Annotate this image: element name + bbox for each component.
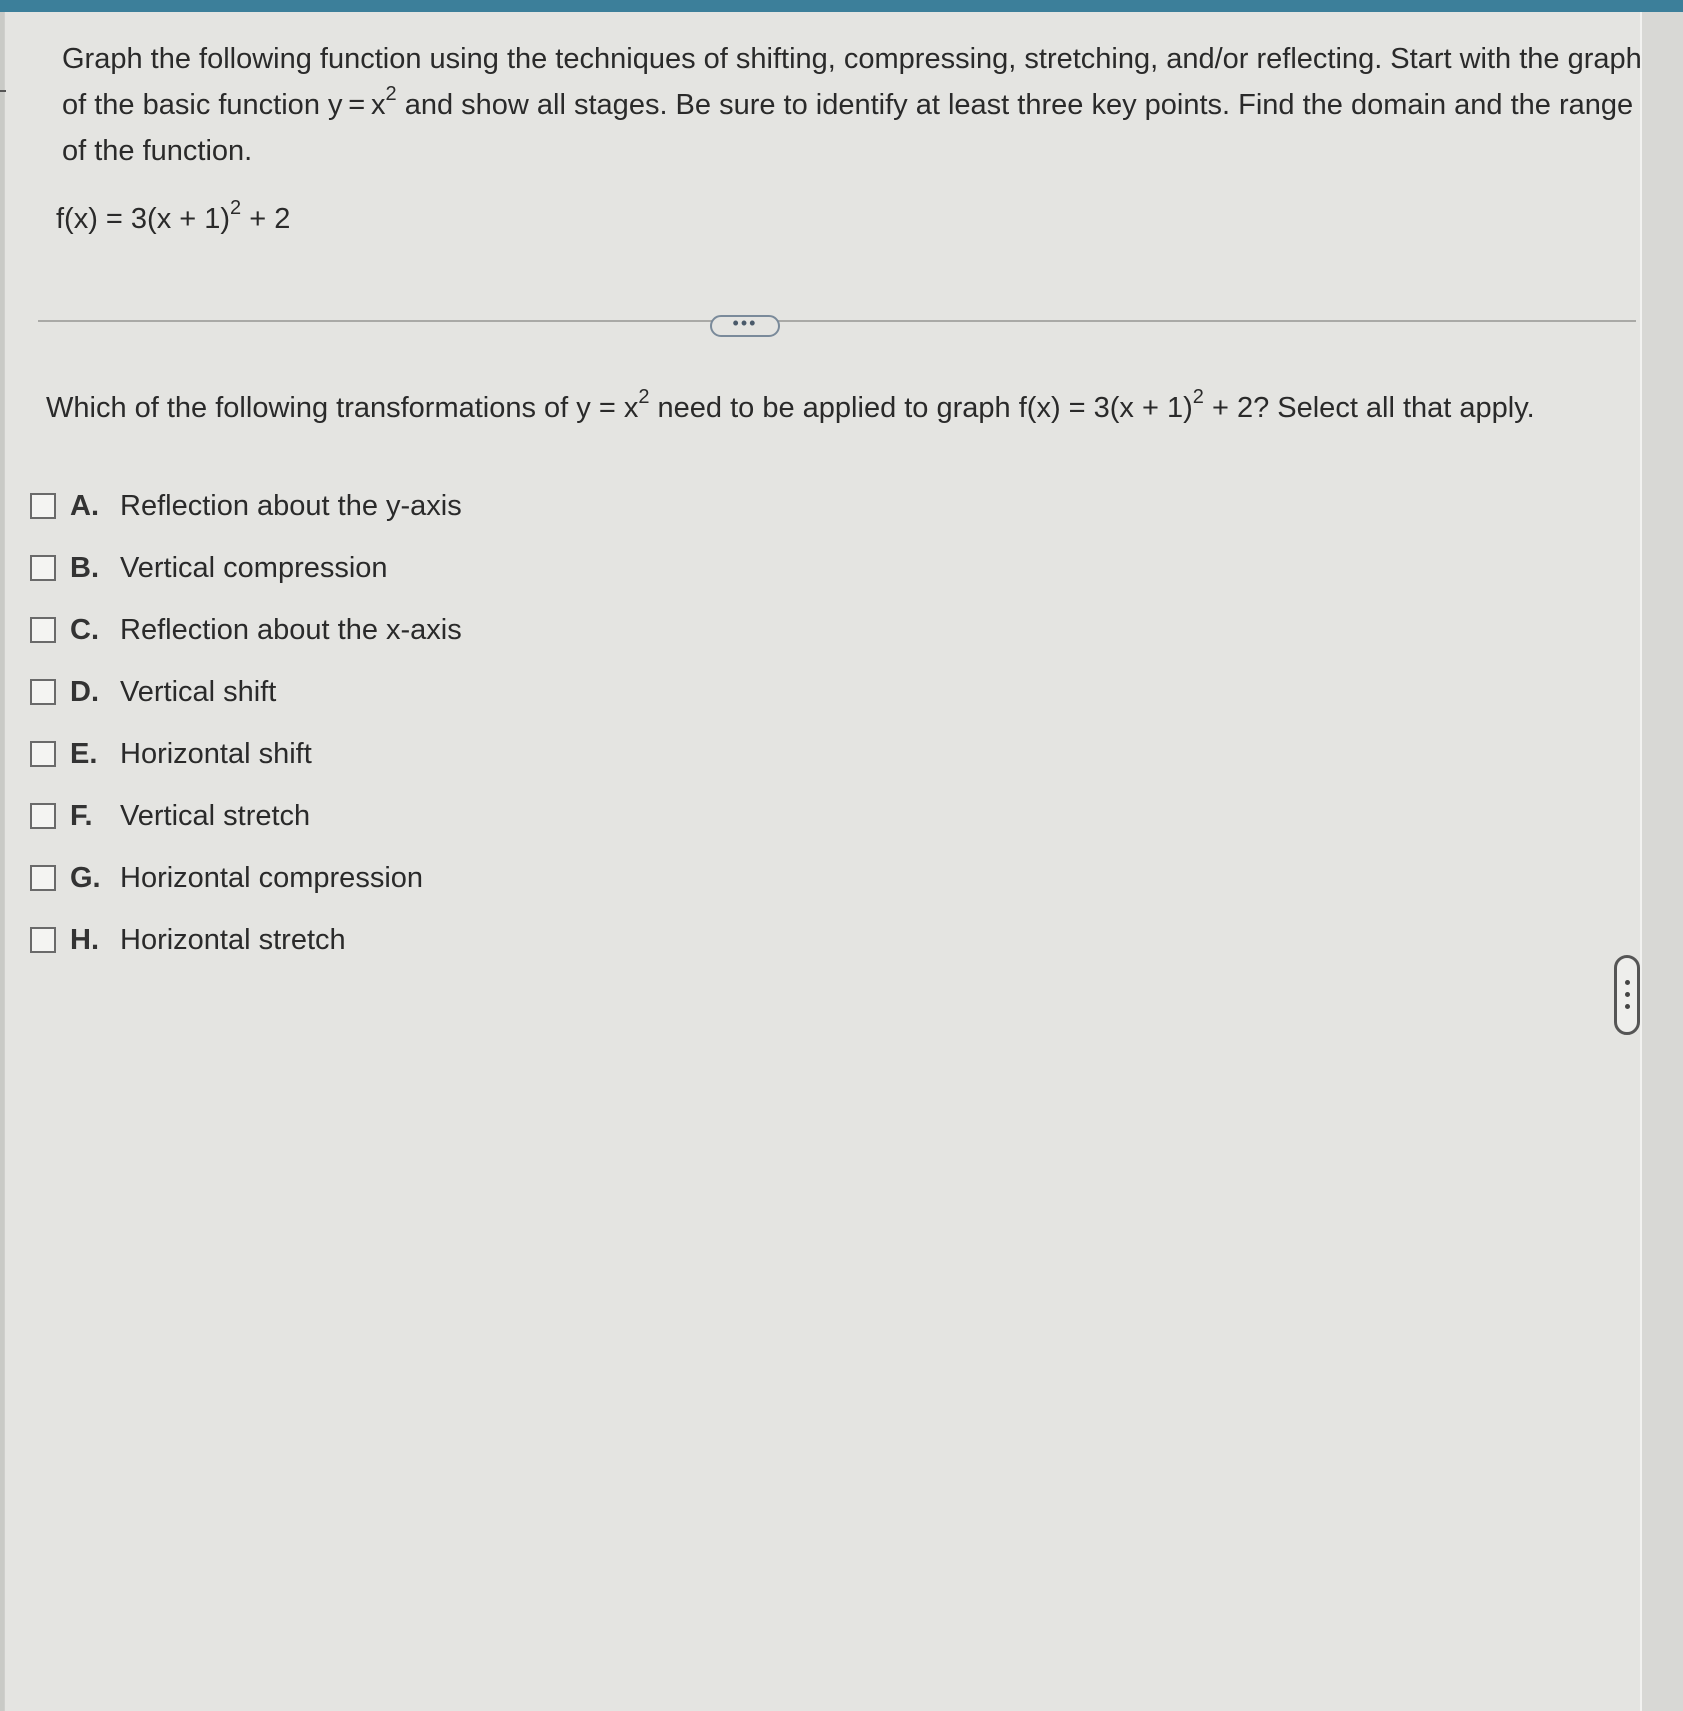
question-text-1: Which of the following transformations of y = x	[46, 392, 639, 424]
option-label: Reflection about the x-axis	[120, 613, 462, 646]
handle-dot-icon	[1625, 992, 1630, 997]
problem-instructions	[62, 36, 1642, 174]
option-d[interactable]	[30, 661, 462, 723]
checkbox-icon[interactable]	[30, 555, 56, 581]
option-label: Reflection about the y-axis	[120, 489, 462, 522]
function-exponent: 2	[230, 197, 242, 219]
option-c[interactable]	[30, 599, 462, 661]
handle-dot-icon	[1625, 1004, 1630, 1009]
option-label: Horizontal compression	[120, 861, 424, 894]
question-text-2: need to be applied to graph f(x) = 3(x + 1)	[649, 392, 1193, 424]
option-letter: H.	[70, 923, 99, 956]
option-letter: A.	[70, 489, 99, 522]
right-side-strip	[1640, 12, 1683, 1711]
section-divider	[38, 320, 1636, 322]
option-letter: C.	[70, 613, 99, 646]
option-label: Horizontal shift	[120, 737, 312, 770]
checkbox-icon[interactable]	[30, 865, 56, 891]
option-g[interactable]	[30, 847, 462, 909]
option-f[interactable]	[30, 785, 462, 847]
instructions-text-1: Graph the following function using the techniques of shifting, compressing, stretching, and/or reflecting. Start with the graph of the basic function y = x	[62, 43, 1642, 121]
function-expression	[56, 197, 291, 236]
option-label: Vertical stretch	[120, 799, 311, 832]
side-panel-handle[interactable]	[1614, 955, 1640, 1035]
option-a[interactable]	[30, 475, 462, 537]
top-accent-bar	[0, 0, 1683, 12]
left-edge-mark	[0, 90, 6, 92]
checkbox-icon[interactable]	[30, 617, 56, 643]
option-letter: E.	[70, 737, 98, 770]
function-rhs: + 2	[241, 203, 291, 235]
instructions-text-2: and show all stages. Be sure to identify at least three key points. Find the domain and the range of the function.	[62, 89, 1634, 167]
question-text	[46, 386, 1646, 425]
question-exponent-2: 2	[1192, 386, 1204, 408]
expand-button[interactable]: •••	[710, 315, 780, 337]
question-text-3: + 2? Select all that apply.	[1203, 392, 1535, 424]
option-label: Vertical shift	[120, 675, 277, 708]
instructions-exponent: 2	[385, 83, 397, 105]
option-letter: D.	[70, 675, 99, 708]
option-e[interactable]	[30, 723, 462, 785]
checkbox-icon[interactable]	[30, 741, 56, 767]
option-letter: G.	[70, 861, 101, 894]
option-h[interactable]	[30, 909, 462, 971]
option-label: Vertical compression	[120, 551, 388, 584]
answer-options	[30, 475, 462, 971]
checkbox-icon[interactable]	[30, 679, 56, 705]
option-b[interactable]	[30, 537, 462, 599]
question-exponent-1: 2	[638, 386, 650, 408]
checkbox-icon[interactable]	[30, 493, 56, 519]
handle-dot-icon	[1625, 980, 1630, 985]
function-lhs: f(x) = 3(x + 1)	[56, 203, 231, 235]
checkbox-icon[interactable]	[30, 803, 56, 829]
option-letter: B.	[70, 551, 99, 584]
option-letter: F.	[70, 799, 93, 832]
option-label: Horizontal stretch	[120, 923, 346, 956]
checkbox-icon[interactable]	[30, 927, 56, 953]
